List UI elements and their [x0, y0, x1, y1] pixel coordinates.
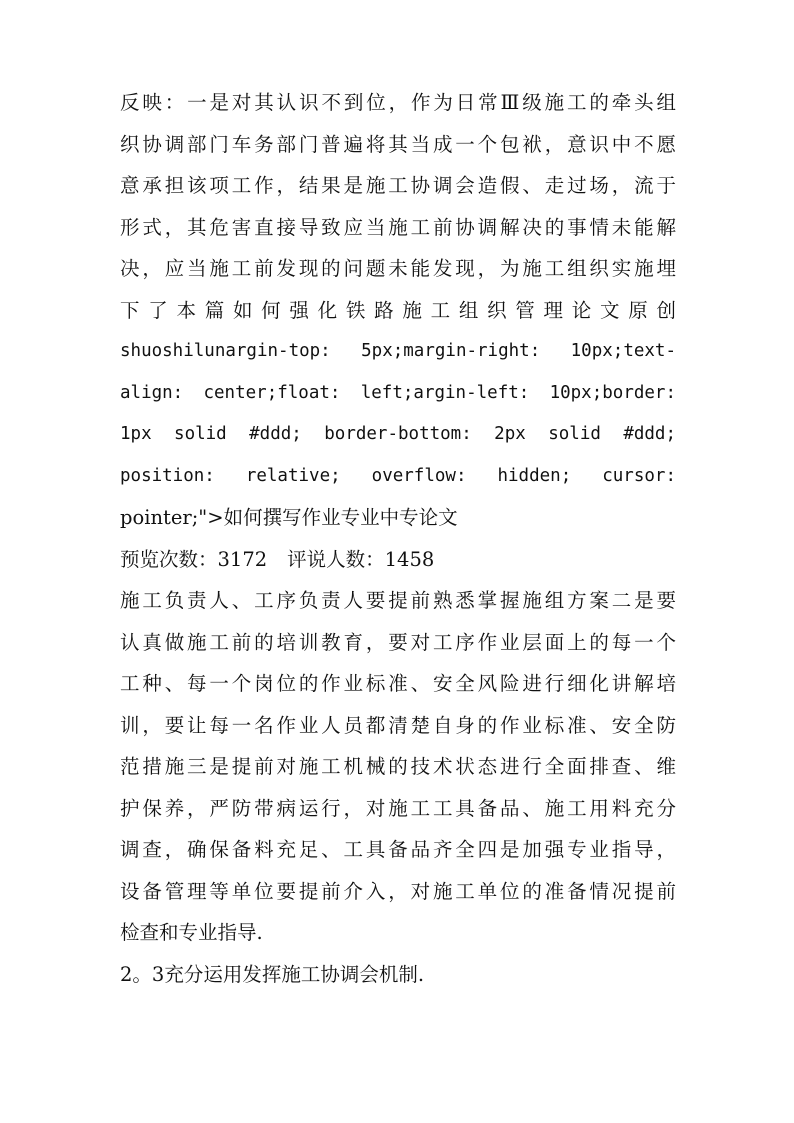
paragraph-line: 织协调部门车务部门普遍将其当成一个包袱，意识中不愿	[120, 132, 676, 156]
paragraph-line: 施工负责人、工序负责人要提前熟悉掌握施组方案二是要	[120, 589, 676, 612]
paragraph-line: 认真做施工前的培训教育，要对工序作业层面上的每一个	[120, 630, 676, 654]
code-fragment-line: align: center;float: left;argin-left: 10px;border:	[120, 382, 676, 403]
views-count: 预览次数：3172	[120, 547, 268, 571]
related-article-link[interactable]: pointer;">如何撰写作业专业中专论文	[120, 506, 458, 529]
code-fragment-line: 1px solid #ddd; border-bottom: 2px solid #ddd;	[120, 424, 676, 444]
paragraph-line: 形式，其危害直接导致应当施工前协调解决的事情未能解	[120, 215, 676, 239]
paragraph-line: 下了本篇如何强化铁路施工组织管理论文原创	[120, 298, 676, 322]
paragraph-line: 意承担该项工作，结果是施工协调会造假、走过场，流于	[120, 174, 676, 197]
paragraph-line: 范措施三是提前对施工机械的技术状态进行全面排查、维	[120, 755, 676, 778]
paragraph-line: 护保养，严防带病运行，对施工工具备品、施工用料充分	[120, 796, 676, 820]
paragraph-line: 调查，确保备料充足、工具备品齐全四是加强专业指导，	[120, 838, 676, 861]
paragraph-line: 决，应当施工前发现的问题未能发现，为施工组织实施埋	[120, 257, 676, 280]
comments-count: 评说人数：1458	[287, 547, 435, 571]
paragraph-line: 设备管理等单位要提前介入，对施工单位的准备情况提前	[120, 879, 676, 903]
code-fragment-line: shuoshilunargin-top: 5px;margin-right: 10px;text-	[120, 341, 676, 361]
paragraph-line: 工种、每一个岗位的作业标准、安全风险进行细化讲解培	[120, 672, 676, 695]
stats-line	[120, 539, 676, 581]
paragraph-line: 训，要让每一名作业人员都清楚自身的作业标准、安全防	[120, 713, 676, 737]
code-fragment-line: position: relative; overflow: hidden; cursor:	[120, 465, 676, 486]
section-heading: 2。3充分运用发挥施工协调会机制.	[120, 962, 425, 986]
paragraph-line: 反映：一是对其认识不到位，作为日常Ⅲ级施工的牵头组	[120, 91, 676, 114]
paragraph-line: 检查和专业指导.	[120, 921, 263, 944]
document-page	[120, 82, 676, 995]
